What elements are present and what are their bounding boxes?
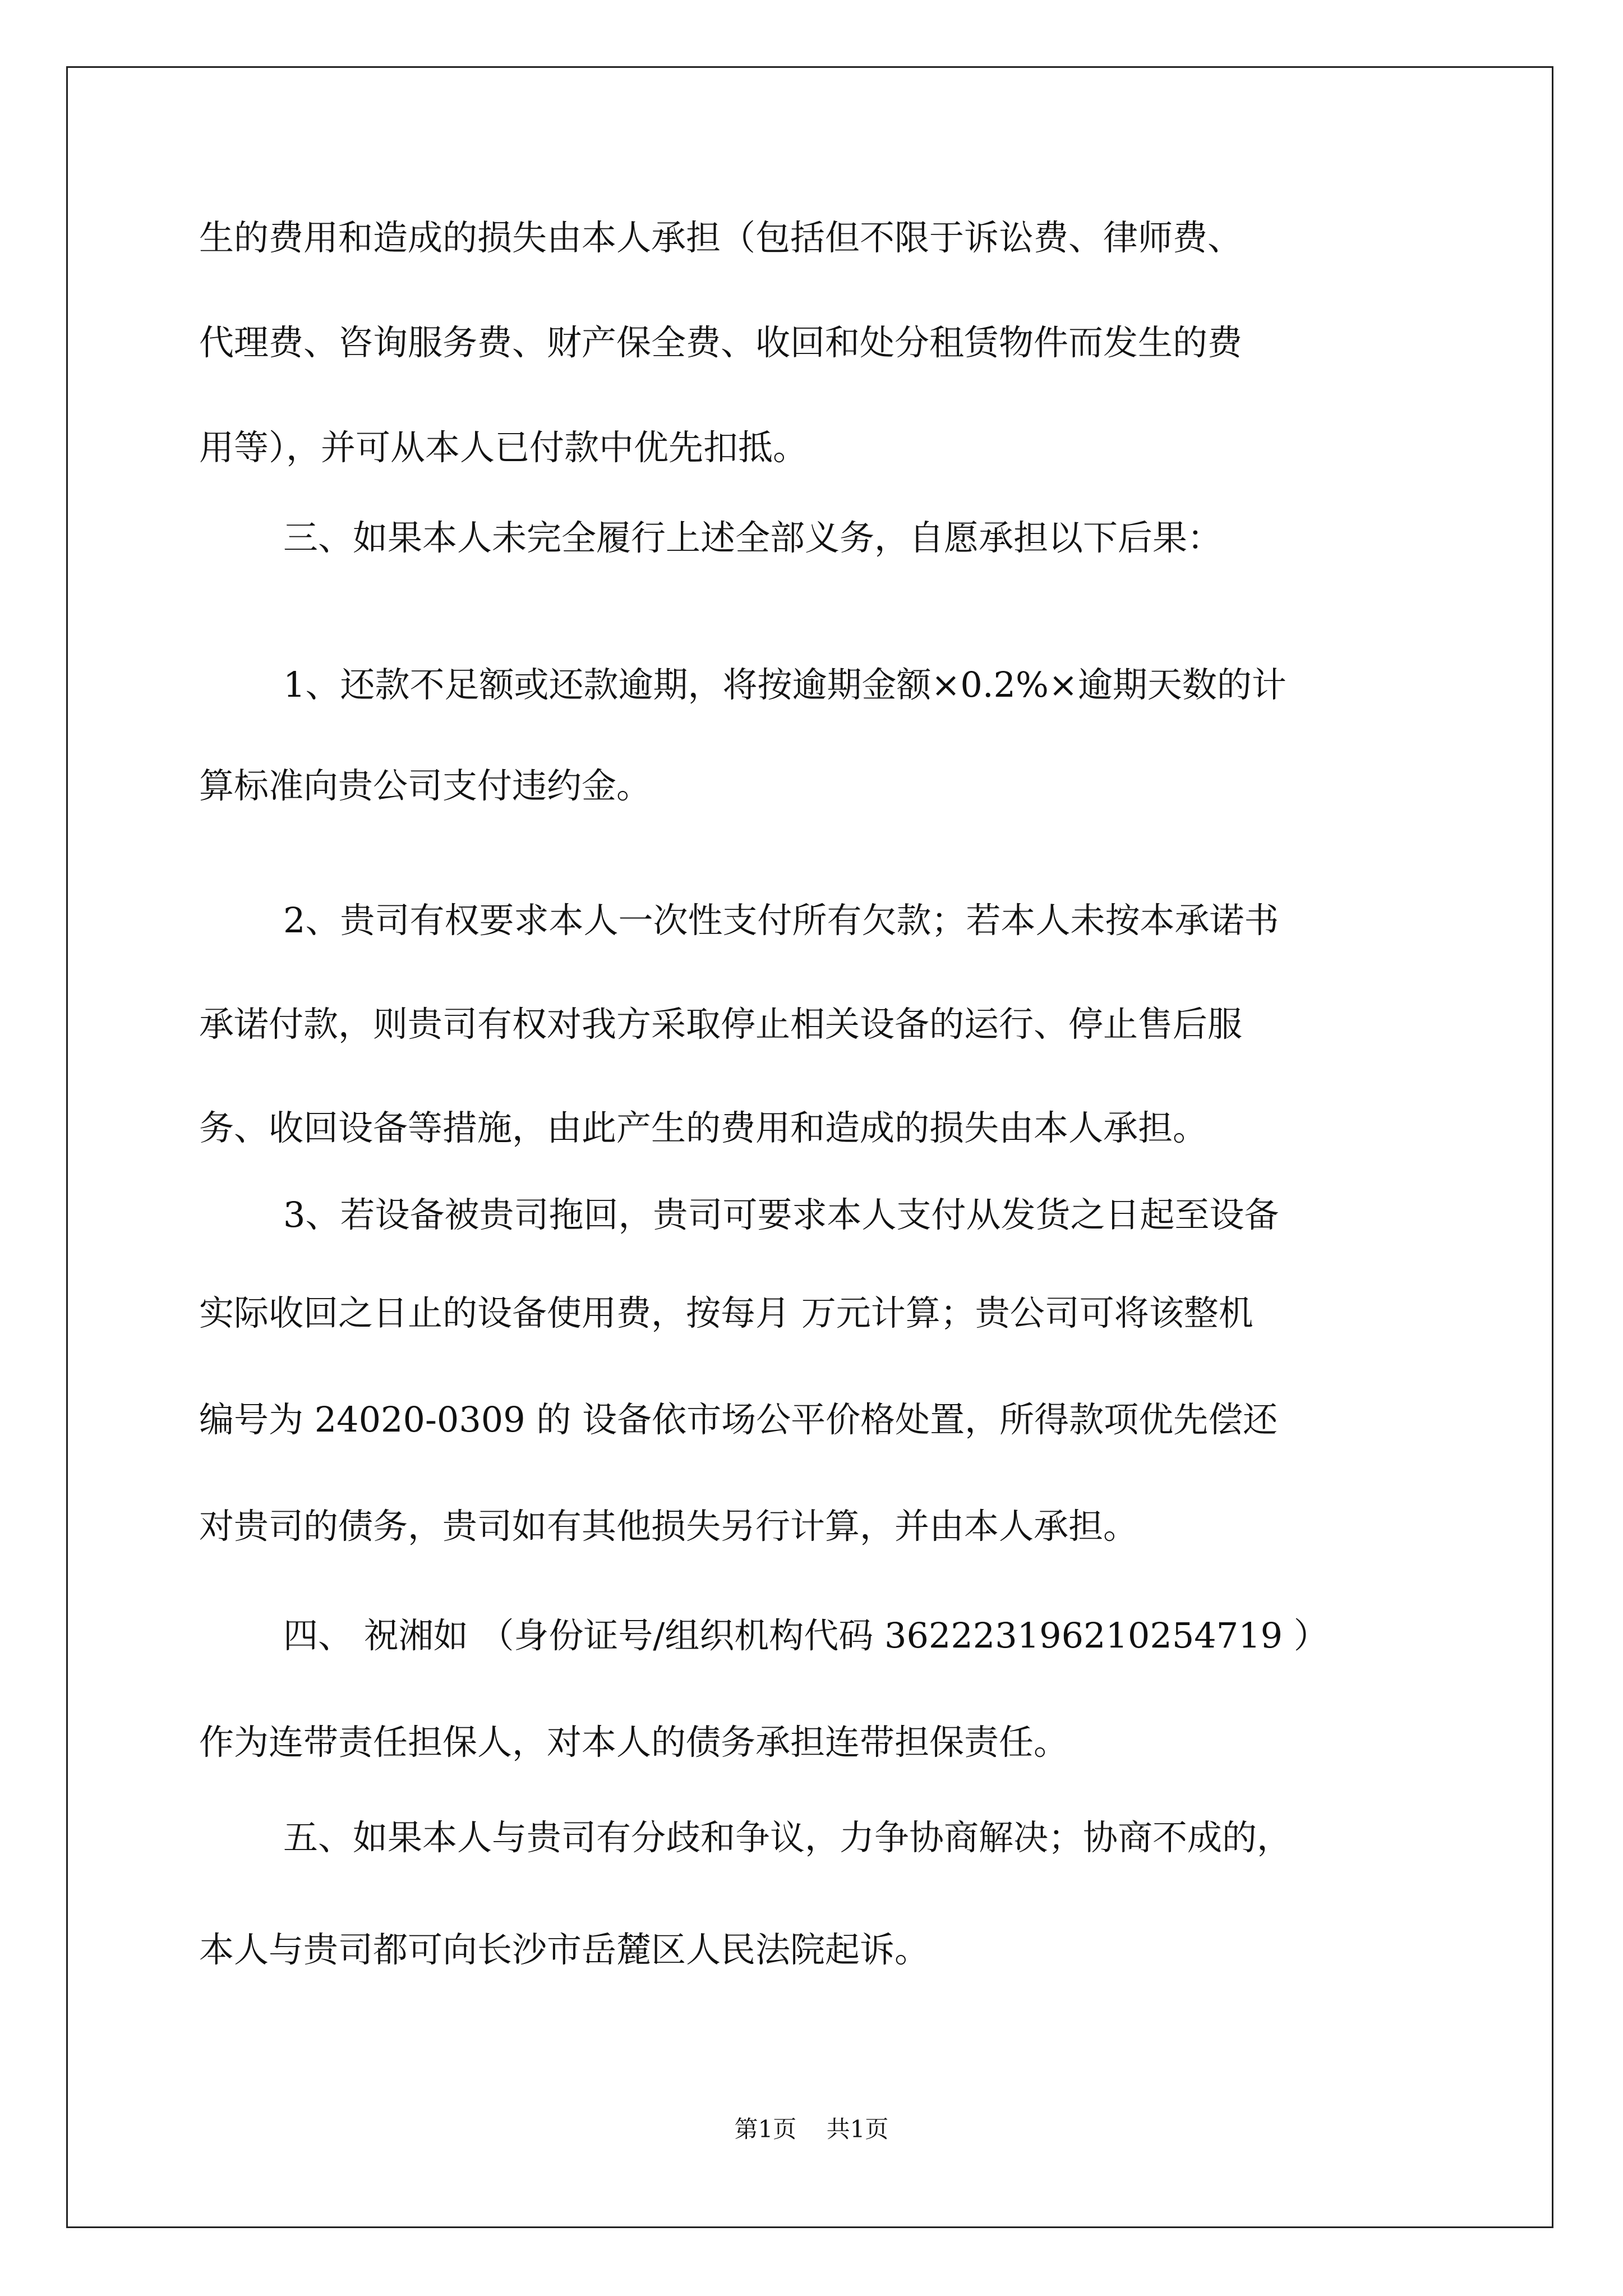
text-line: 3、若设备被贵司拖回，贵司可要求本人支付从发货之日起至设备 [283, 1194, 1279, 1235]
text-line: 四、 祝湘如 （身份证号/组织机构代码 362223196210254719 ） [283, 1615, 1329, 1656]
text-line: 务、收回设备等措施，由此产生的费用和造成的损失由本人承担。 [199, 1107, 1208, 1148]
text-line: 代理费、咨询服务费、财产保全费、收回和处分租赁物件而发生的费 [199, 322, 1243, 363]
page-number: 第1页 [734, 2115, 797, 2143]
text-line: 对贵司的债务，贵司如有其他损失另行计算，并由本人承担。 [199, 1506, 1138, 1547]
page-total: 共1页 [826, 2115, 889, 2143]
text-line: 2、贵司有权要求本人一次性支付所有欠款；若本人未按本承诺书 [283, 900, 1279, 941]
text-line: 算标准向贵公司支付违约金。 [199, 765, 652, 806]
text-line: 作为连带责任担保人，对本人的债务承担连带担保责任。 [199, 1722, 1069, 1763]
text-line: 编号为 24020-0309 的 设备依市场公平价格处置，所得款项优先偿还 [199, 1399, 1278, 1440]
text-line: 1、还款不足额或还款逾期，将按逾期金额×0.2%×逾期天数的计 [283, 664, 1287, 705]
text-line: 实际收回之日止的设备使用费，按每月 万元计算；贵公司可将该整机 [199, 1292, 1253, 1333]
text-line: 承诺付款，则贵司有权对我方采取停止相关设备的运行、停止售后服 [199, 1004, 1243, 1045]
text-line: 本人与贵司都可向长沙市岳麓区人民法院起诉。 [199, 1929, 930, 1970]
page-footer [0, 2111, 1623, 2145]
text-line: 五、如果本人与贵司有分歧和争议，力争协商解决；协商不成的， [283, 1817, 1292, 1858]
text-line: 三、如果本人未完全履行上述全部义务，自愿承担以下后果： [283, 517, 1223, 558]
text-line: 生的费用和造成的损失由本人承担（包括但不限于诉讼费、律师费、 [199, 217, 1243, 258]
text-line: 用等），并可从本人已付款中优先扣抵。 [199, 427, 808, 468]
